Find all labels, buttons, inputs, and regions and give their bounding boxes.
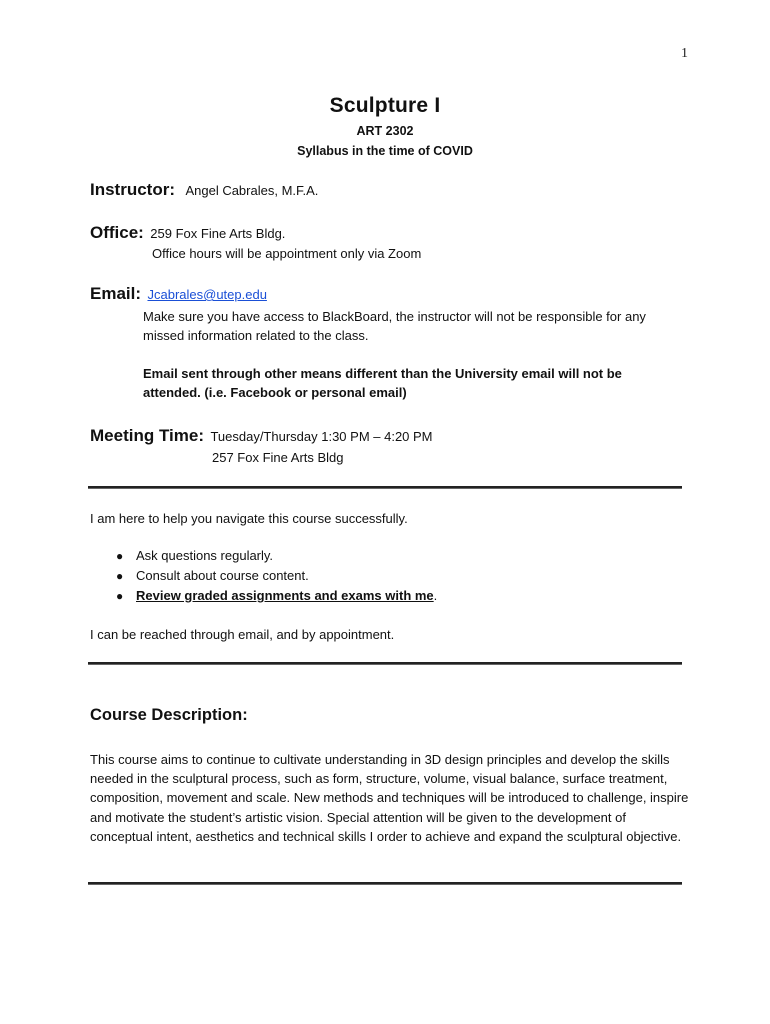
contact-note: I can be reached through email, and by appointment.: [90, 627, 395, 642]
instructor-label: Instructor:: [90, 180, 175, 199]
meeting-row: [90, 426, 433, 446]
email-label: Email:: [90, 284, 142, 303]
list-item: [90, 546, 437, 566]
course-description-body: This course aims to continue to cultivate understanding in 3D design principles and develop the skills needed in the sculptural process, such as form, structure, volume, visual balance, surface treatment, composition, movement and scale. New methods and techniques will be introduced to challenge, inspire and motivate the student’s artistic vision. Special attention will be given to the development of conceptual intent, aesthetics and technical skills I order to achieve and expand the sculptural objective.: [90, 752, 689, 844]
bullet-suffix: .: [433, 588, 438, 603]
email-warning: Email sent through other means different than the University email will not be attended. (i.e. Facebook or personal email): [143, 366, 622, 400]
page-number: 1: [681, 46, 688, 61]
bullet-text: Ask questions regularly.: [136, 548, 274, 563]
divider-2: [88, 662, 682, 665]
bullet-icon: ●: [116, 549, 124, 563]
course-description-heading: Course Description:: [90, 706, 248, 724]
instructor-name: Angel Cabrales, M.F.A.: [185, 183, 319, 198]
bullet-icon: ●: [116, 589, 124, 603]
list-item: [90, 566, 437, 586]
document-subtitle: Syllabus in the time of COVID: [297, 144, 473, 158]
office-location: 259 Fox Fine Arts Bldg.: [150, 226, 286, 241]
bullet-text-emphasis: Review graded assignments and exams with me: [136, 588, 434, 603]
blackboard-note: Make sure you have access to BlackBoard, the instructor will not be responsible for any missed information related to the class.: [143, 309, 646, 343]
meeting-time: Tuesday/Thursday 1:30 PM – 4:20 PM: [210, 429, 433, 444]
meeting-location: 257 Fox Fine Arts Bldg: [212, 450, 344, 465]
help-bullet-list: [90, 546, 437, 606]
office-hours: Office hours will be appointment only via Zoom: [152, 246, 422, 261]
email-link[interactable]: Jcabrales@utep.edu: [147, 287, 267, 302]
list-item: [90, 586, 437, 606]
divider-1: [88, 486, 682, 489]
divider-3: [88, 882, 682, 885]
office-label: Office:: [90, 223, 144, 242]
document-title: Sculpture I: [329, 94, 441, 117]
bullet-text: Consult about course content.: [136, 568, 309, 583]
help-intro: I am here to help you navigate this course successfully.: [90, 511, 408, 526]
bullet-icon: ●: [116, 569, 124, 583]
office-row: [90, 223, 285, 243]
course-code: ART 2302: [356, 124, 414, 138]
instructor-row: [90, 180, 318, 200]
meeting-label: Meeting Time:: [90, 426, 204, 445]
email-row: [90, 284, 267, 304]
